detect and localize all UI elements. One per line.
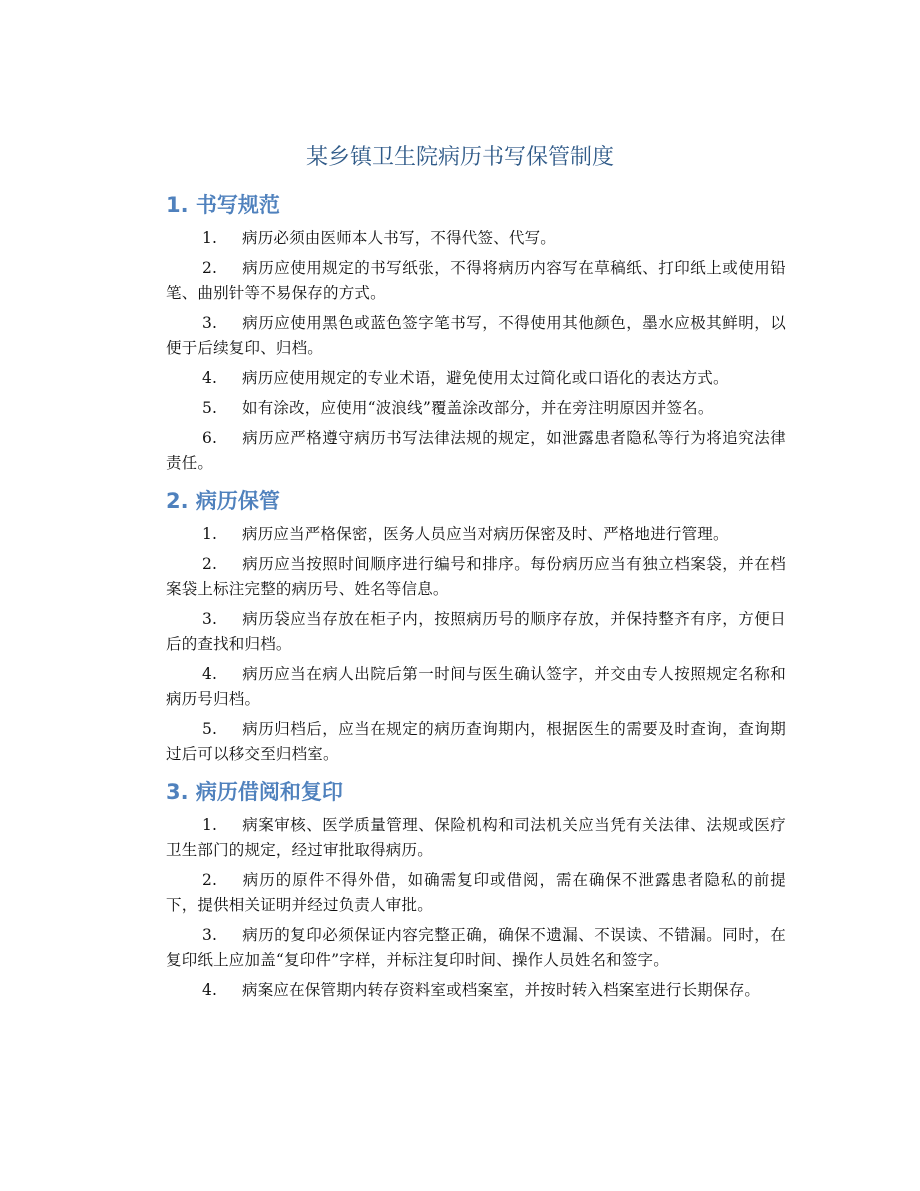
item-text: 病历必须由医师本人书写，不得代签、代写。 [242, 229, 557, 247]
item-text: 病历应使用黑色或蓝色签字笔书写，不得使用其他颜色，墨水应极其鲜明，以便于后续复印、归档。 [166, 314, 786, 357]
list-item [166, 923, 786, 973]
section-heading: 1. 书写规范 [166, 193, 280, 217]
section-heading: 2. 病历保管 [166, 489, 280, 513]
list-item [166, 426, 786, 476]
item-number: 2. [202, 555, 218, 573]
document-body [166, 190, 786, 1008]
item-text: 病历袋应当存放在柜子内，按照病历号的顺序存放，并保持整齐有序，方便日后的查找和归档。 [166, 610, 786, 653]
item-text: 病历应使用规定的书写纸张，不得将病历内容写在草稿纸、打印纸上或使用铅笔、曲别针等不易保存的方式。 [166, 259, 786, 302]
item-text: 如有涂改，应使用“波浪线”覆盖涂改部分，并在旁注明原因并签名。 [242, 399, 714, 417]
item-number: 3. [202, 610, 218, 628]
item-text: 病案应在保管期内转存资料室或档案室，并按时转入档案室进行长期保存。 [242, 981, 761, 999]
item-number: 5. [202, 399, 218, 417]
item-text: 病历应当按照时间顺序进行编号和排序。每份病历应当有独立档案袋，并在档案袋上标注完整的病历号、姓名等信息。 [166, 555, 786, 598]
item-text: 病历归档后，应当在规定的病历查询期内，根据医生的需要及时查询，查询期过后可以移交至归档室。 [166, 720, 786, 763]
list-item [166, 396, 786, 421]
item-text: 病历的原件不得外借，如确需复印或借阅，需在确保不泄露患者隐私的前提下，提供相关证明并经过负责人审批。 [166, 871, 786, 914]
section-writing-standards [166, 190, 786, 476]
list-item [166, 552, 786, 602]
document-title: 某乡镇卫生院病历书写保管制度 [305, 145, 614, 170]
item-number: 3. [202, 926, 218, 944]
item-number: 1. [202, 525, 218, 543]
list-item [166, 607, 786, 657]
item-number: 4. [202, 665, 218, 683]
list-item [166, 522, 786, 547]
item-number: 1. [202, 229, 218, 247]
list-item [166, 256, 786, 306]
list-item [166, 868, 786, 918]
list-item [166, 226, 786, 251]
item-text: 病历应当在病人出院后第一时间与医生确认签字，并交由专人按照规定名称和病历号归档。 [166, 665, 786, 708]
list-item [166, 311, 786, 361]
item-text: 病历的复印必须保证内容完整正确，确保不遗漏、不误读、不错漏。同时，在复印纸上应加盖“复印件”字样，并标注复印时间、操作人员姓名和签字。 [166, 926, 786, 969]
list-item [166, 366, 786, 391]
item-number: 4. [202, 369, 218, 387]
item-text: 病历应当严格保密，医务人员应当对病历保密及时、严格地进行管理。 [242, 525, 729, 543]
item-number: 2. [202, 259, 218, 277]
item-number: 3. [202, 314, 218, 332]
item-text: 病历应使用规定的专业术语，避免使用太过简化或口语化的表达方式。 [242, 369, 729, 387]
list-item [166, 717, 786, 767]
item-number: 1. [202, 816, 218, 834]
section-record-custody [166, 486, 786, 767]
item-number: 4. [202, 981, 218, 999]
section-borrow-and-copy [166, 777, 786, 1003]
item-number: 6. [202, 429, 218, 447]
list-item [166, 662, 786, 712]
item-number: 5. [202, 720, 218, 738]
section-heading: 3. 病历借阅和复印 [166, 780, 343, 804]
list-item [166, 978, 786, 1003]
list-item [166, 813, 786, 863]
item-text: 病历应严格遵守病历书写法律法规的规定，如泄露患者隐私等行为将追究法律责任。 [166, 429, 786, 472]
item-text: 病案审核、医学质量管理、保险机构和司法机关应当凭有关法律、法规或医疗卫生部门的规定，经过审批取得病历。 [166, 816, 786, 859]
item-number: 2. [202, 871, 218, 889]
